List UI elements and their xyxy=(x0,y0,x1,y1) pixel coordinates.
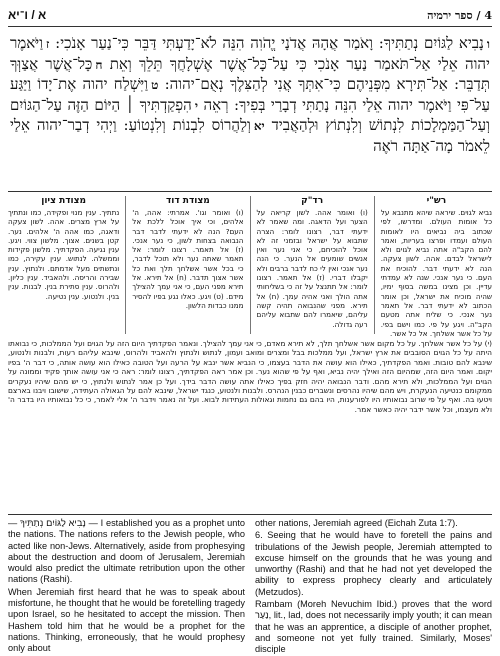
scripture-divider xyxy=(8,191,492,192)
verse-number: יא xyxy=(253,119,265,133)
column-body: (ו) ואומר וגו'. אמרתי: אהה, ה' אלהים, וכי איך אוכל ללכת אל העם? הנה לא ידעתי לדבר דבר הנבואה בצחות לשון, כי נער אנכי. (ז) אל תאמר. רצונו לומר: אל תאמר שאתה נער ולא תוכל לדבר, כי בכל אשר אשלחך תלך ואת כל אשר אצוך תדבר. (ח) אל תירא. אל תירא מפני העם, כי אני עמך להצילך מידם. (ט) ויגע. כאלו נגע בפיו להסיר ממנו כבדות הלשון. xyxy=(132,208,244,310)
wide-commentary: (י) על כל אשר אשלחך. על כל מקום אשר אשלחך תלך, לא תירא מאדם, כי אני עמך להצילך. ונאמר הפקדתיך היום הזה על הגוים ועל הממלכות, כי נבואתו היתה על כל הגוים הסובבים את ארץ ישראל, ועל ממלכות בבל ומצרים ומואב ועמון, לנתוש ולנתוץ ולהאביד ולהרוס, שינבא עליהם רעות, ולבנות ולנטוע, שינבא להם טובות. ואמר הפקדתיך, כאילו הוא עושה את הדבר בעצמו, כי הנביא אשר ינבא על הרעה ועל הטובה כאילו הוא עושה אותה, כי דבר ה' בפיו יקום. ואמר היום הזה, שמהיום הזה ואילך יהיה נביא, ואף על פי שהוא נער. וכן אמר ראה הפקדתיך, רצונו לומר: ראה כי אני עושה אותך פקיד וממונה על הגוים ועל הממלכות, ולא תירא מהם. ודבר הנבואה יהיה חזק בפיך כאילו אתה עושה הדבר בידך. ועל כן אמר לנתוש ולנתוץ, כי יש מהם שיהיו נעקרים ממקומם כנטיעה הנעקרת, ויש מהם שיהיו נהרסים ונשברים כבנין הנהרס. ולבנות ולנטוע, כנגד ישראל, שינבא להם על הגאולה העתידה, שישובו ויבנו בארצם ויטעו בה. ואף על פי שרוב נבואותיו היו לפורענות, היו בהם גם נחמות וגאולות העתידות לבוא. ועל זה נאמר וידבר ה' אלי לאמר, כי כל נבואותיו היו בדבר ה' ולא מעצמו, וכל אשר ידבר יהיה כאשר אמר. xyxy=(8,339,492,414)
verse xyxy=(49,34,490,52)
verse-number: ח xyxy=(95,57,103,72)
english-paragraph: — נָבִיא לַגּוֹיִם נְתַתִּיךָ — I established you as a prophet unto the nations. The nations refers to the Jewish people, who acted like non-Jews. Alternatively, aside from prophesying about the destruction and doom of Jerusalem, Jeremiah would also predict the ultimate retribution upon the other nations (Rashi). xyxy=(8,518,245,585)
column-title: מצודת ציון xyxy=(41,196,86,206)
verse-number: ז xyxy=(46,37,50,51)
column-divider xyxy=(250,196,251,334)
scripture-text xyxy=(10,34,490,186)
english-paragraph: other nations, Jeremiah agreed (Eichah Zuta 1:7). xyxy=(255,518,458,528)
column-body: נתתיך. ענין מנוי ופקידה, כמו ונתתיך על ארץ מצרים. אהה. לשון צעקה ודאגה, כמו אהה ה' אלהים. נער. קטן בשנים. אצוך. מלשון צווי. ויגע. ענין נגיעה. הפקדתיך. מלשון פקידות וממשלה. לנתוש. ענין עקירה, כמו ונתשתים מעל אדמתם. ולנתוץ. ענין שבירה והריסה. ולהאביד. ענין כליון. ולהרוס. ענין סתירת בנין. לבנות. ענין בנין. ולנטוע. ענין נטיעה. xyxy=(8,208,120,301)
page-number: 4 xyxy=(484,8,492,22)
commentary-column-metzudas-tzion xyxy=(8,196,119,334)
column-body: נביא לגוים. שיראה שיהא מתנבא על כל אומות העולם. ומדרשו, לפי שכתוב ביה נביאים היו לאומות העולם ועמדו ופרצו בעריות, ואמר להם הקב"ה אתה נביא לגוים ולא לישראל לבדם. אהה. לשון צעקה. הנה לא ידעתי דבר. להוכיח את העם. כי נער אנכי. שנה לא עמדתי עדיין. וכן מצינו במשה בסוף ימיו, שהיה מוכיח את ישראל, וכן אומר הכתוב לא ידעתי דבר. אל תאמר נער אנכי. כי שליח אתה מטעם הקב"ה. ויגע על פי. כמו וישם בפי. על כל אשר אשלחך. אל כל אשר. xyxy=(380,208,492,338)
header-divider xyxy=(8,26,492,27)
commentary-column-rashi xyxy=(380,196,492,338)
chapter-reference: א / ו־יא xyxy=(8,8,47,22)
english-column-left xyxy=(8,518,245,654)
column-divider xyxy=(125,196,126,334)
column-divider xyxy=(374,196,375,334)
verse-text: כָּל־אֲשֶׁר אֲצַוְּךָ תְּדַבֵּר: אַל־תִּירָא מִפְּנֵיהֶם כִּי־אִתְּךָ אֲנִי לְהַצִּלֶךָ נְאֻם־יהוה: xyxy=(10,54,490,93)
english-column-right xyxy=(255,518,492,655)
commentary-columns xyxy=(8,196,492,338)
english-paragraph: 6. Seeing that he would have to foretell the pains and tribulations of the Jewish people, Jeremiah attempted to excuse himself on the grounds that he was young and unworthy (Rashi) and that he had not yet developed the ability to express prophecy clearly and articulately (Metzudos). xyxy=(255,530,492,597)
column-body: (ו) ואומר אהה. לשון קריאה על הצער ועל הדאגה. ומה שאמר לא ידעתי דבר, רצונו לומר: הצרה שתבוא על ישראל ובזמני זה לא אוכל להוכיחם, כי אני נער ואין אנשים שומעים אל הנער. כי הנה נער אנכי ואין לי כח לדבר ברבים ולא יקבלו דברי. (ז) אל תאמר. רצונו לומר: אל תתנצל על זה כי בשליחותי אתה הולך ואני אהיה עמך. (ח) אל תירא. מפני שהנבואה תהיה קשה עליהם, שיאמרו להם שתבוא עליהם רעה גדולה. xyxy=(256,208,368,329)
commentary-column-radak xyxy=(257,196,368,334)
commentary-column-metzudas-david xyxy=(132,196,243,334)
verse-number: ו xyxy=(486,37,490,51)
page-header: א / ו־יא 4 / ספר ירמיה xyxy=(8,8,492,22)
verse-text: נָבִיא לַגּוֹיִם נְתַתִּיךָ: וָאֹמַר אֲהָהּ אֲדֹנָי יֱהֹוִה הִנֵּה לֹא־יָדַעְתִּי דַּבֵּר כִּי־נַעַר אָנֹכִי: xyxy=(55,34,484,52)
column-title: מצודת דוד xyxy=(166,196,210,206)
verse-text: וַיִּשְׁלַח יהוה אֶת־יָדוֹ וַיַּגַּע עַל־פִּי וַיֹּאמֶר יהוה אֵלַי הִנֵּה נָתַתִּי דְבָרַי בְּפִיךָ: רְאֵה xyxy=(10,75,490,114)
english-divider xyxy=(8,514,492,515)
english-paragraph: When Jeremiah first heard that he was to speak about misfortune, he thought that he would be foretelling tragedy upon Israel, so he hesitated to accept the mission. Then Hashem told him that he would be a prophet for the nations. Thinking, erroneously, that he would prophesy only about xyxy=(8,586,245,654)
verse-text: וְלַהֲרוֹס לִבְנוֹת וְלִנְטוֹעַ: וַיְהִי דְבַר־יהוה אֵלַי לֵאמֹר מָה־אַתָּה רֹאֶה xyxy=(10,116,490,155)
verse-text: הִפְקַדְתִּיךָ ׀ הַיּוֹם הַזֶּה עַל־הַגּוֹיִם וְעַל־הַמַּמְלָכוֹת לִנְתוֹשׁ וְלִנְתוֹץ וּלְהַאֲבִיד xyxy=(10,95,490,134)
verse-text: וַיֹּאמֶר יהוה אֵלַי אַל־תֹּאמַר נַעַר אָנֹכִי כִּי עַל־כָּל־אֲשֶׁר אֶשְׁלָחֲךָ תֵּלֵךְ וְאֵת xyxy=(10,34,490,73)
english-commentary xyxy=(8,518,492,655)
column-title: רש"י xyxy=(426,196,447,206)
column-title: רד"ק xyxy=(301,196,324,206)
english-paragraph: Rambam (Moreh Nevuchim Ibid.) proves that the word נַעַר, lit., lad, does not necessarily imply youth; it can mean that he was an apprentice, a disciple of another prophet, and someone not yet fully trained. Similarly, Moses' disciple xyxy=(255,599,492,655)
verse-number: י xyxy=(194,98,198,113)
verse-number: ט xyxy=(151,78,159,92)
book-title: ספר ירמיה xyxy=(427,8,473,22)
